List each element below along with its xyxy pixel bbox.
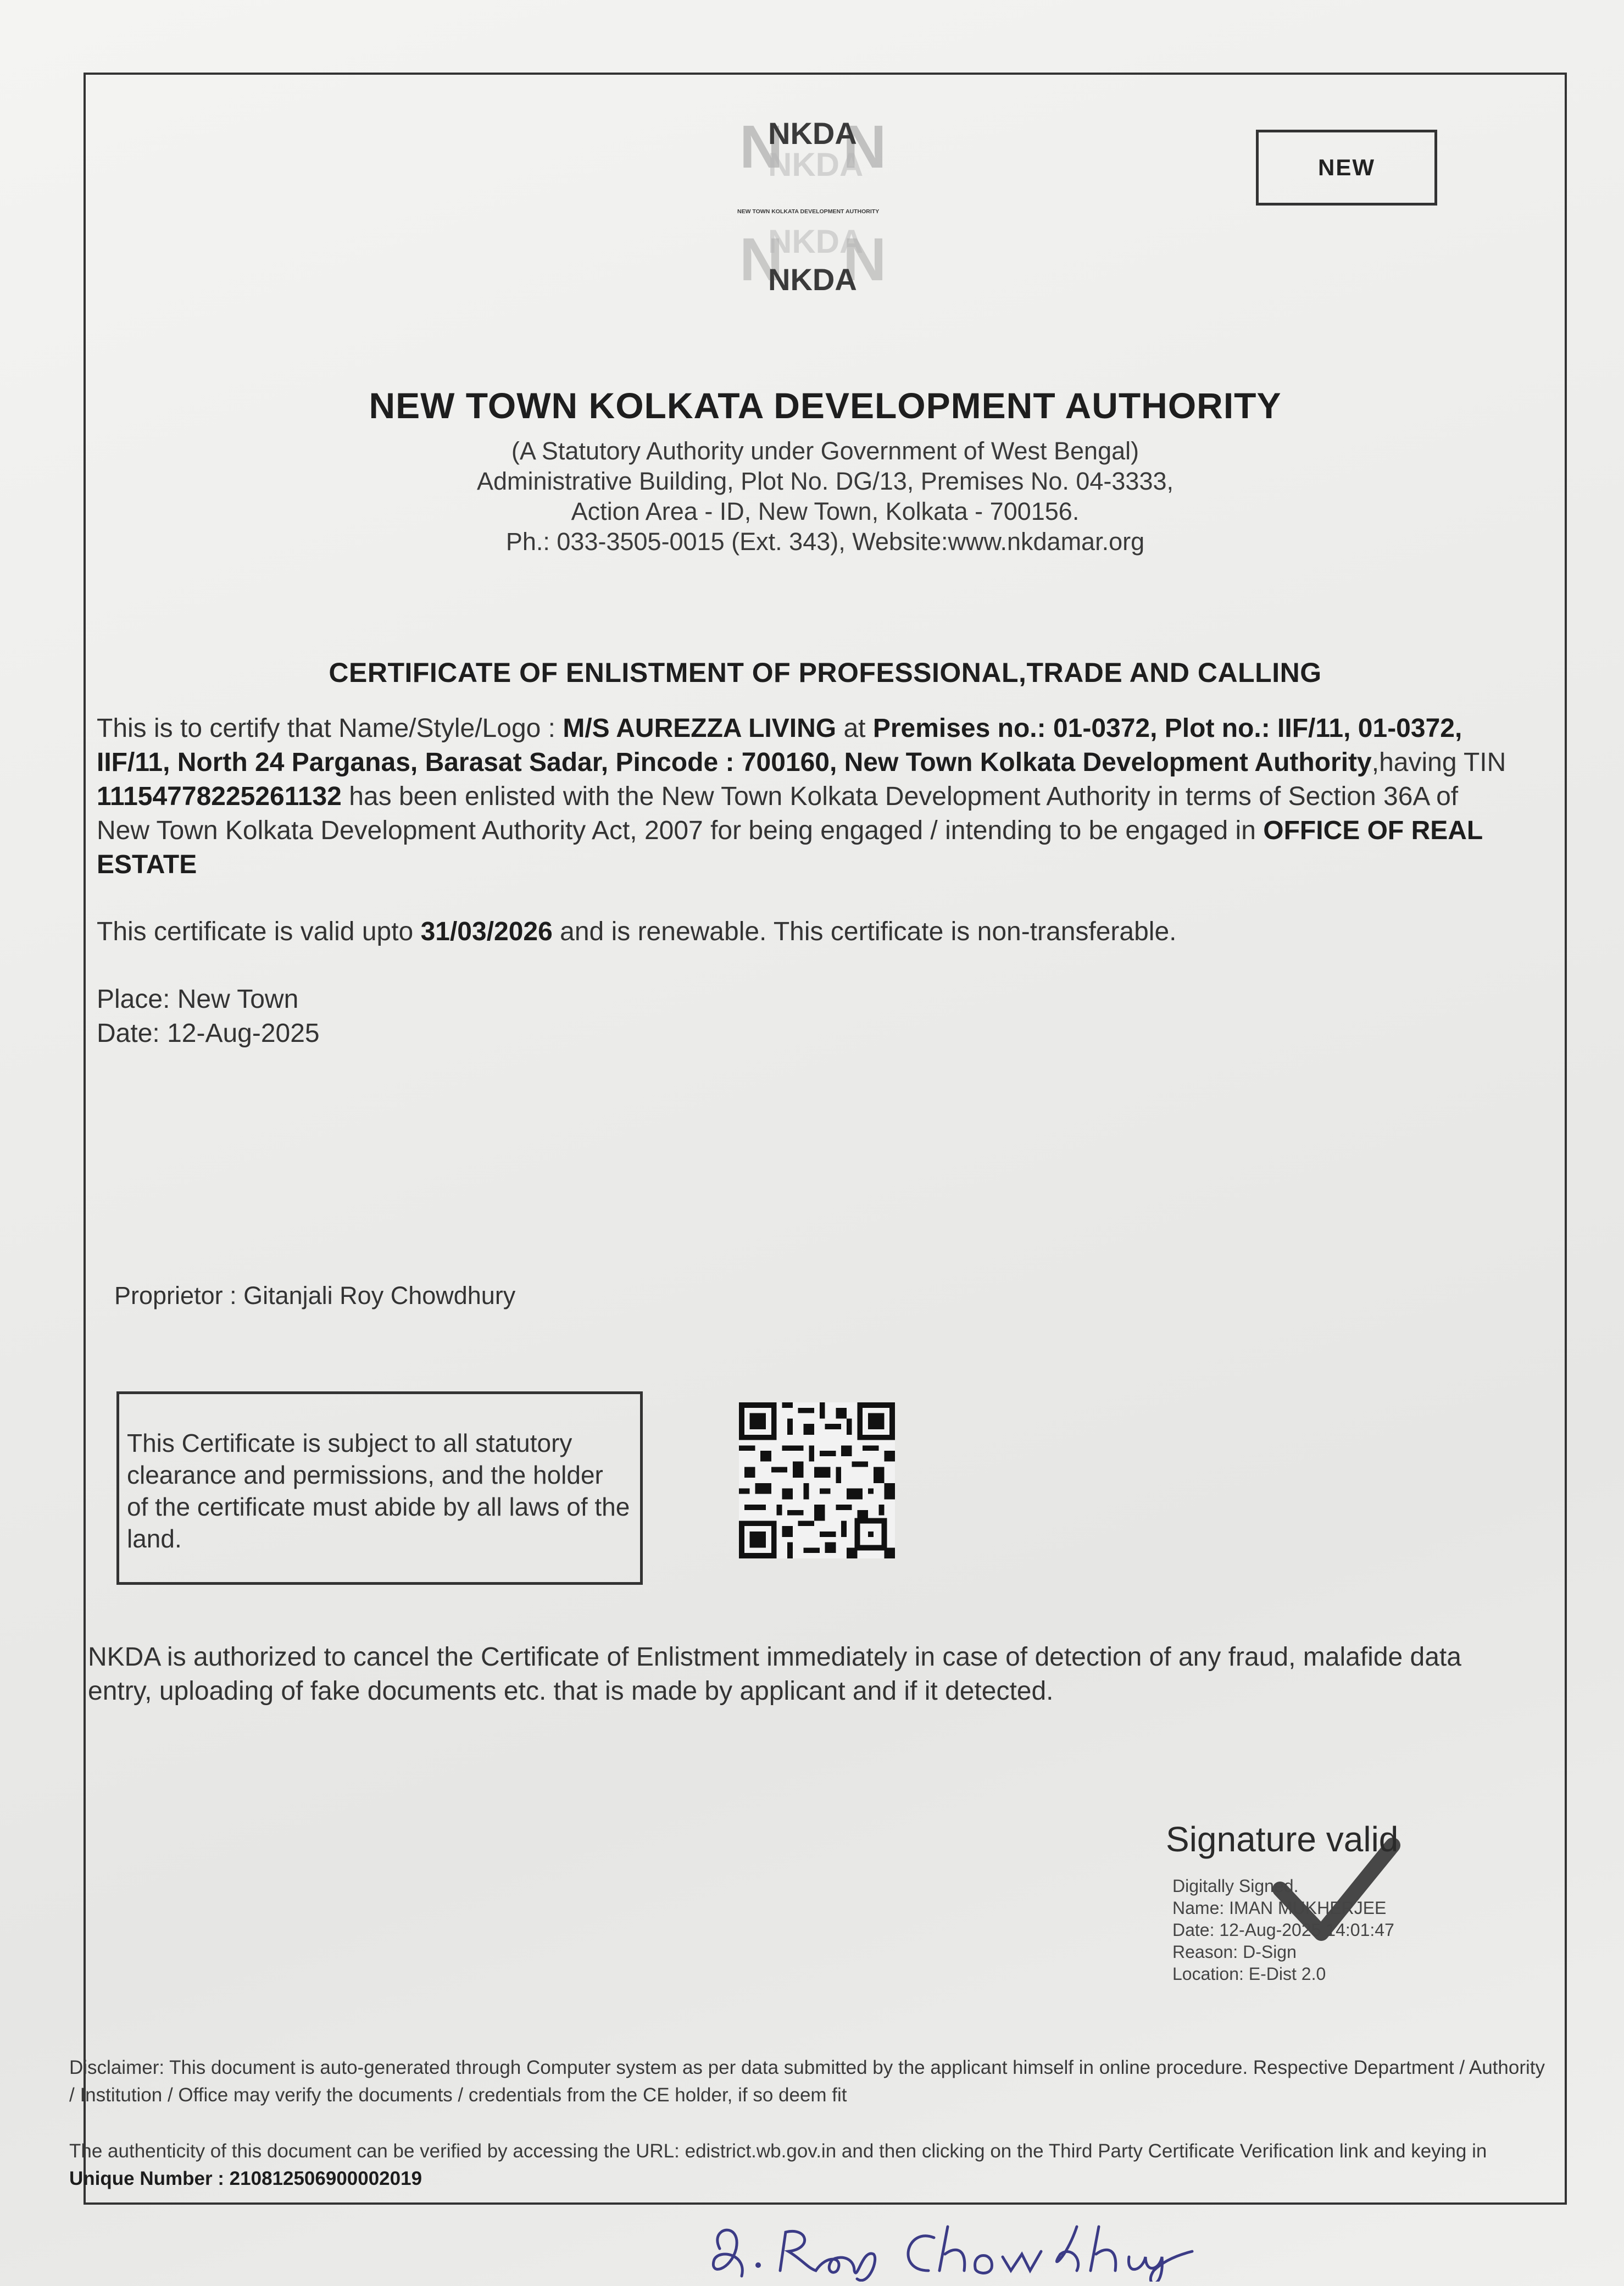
entity-name: M/S AUREZZA LIVING xyxy=(563,714,837,743)
svg-text:N: N xyxy=(843,226,887,293)
sig-line-location: Location: E-Dist 2.0 xyxy=(1172,1964,1326,1984)
authority-contact-line: Ph.: 033-3505-0015 (Ext. 343), Website:www.nkdamar.org xyxy=(505,528,1145,556)
unique-number: Unique Number : 210812506900002019 xyxy=(69,2168,422,2189)
logo-text-top: NKDA xyxy=(768,116,857,151)
disclaimer-text: Disclaimer: This document is auto-generated through Computer system as per data submitted by the applicant himself in online procedure. Respective Department / Authority / Institution / Office may verify the documents / credentials from the CE holder, if so deem fit xyxy=(69,2057,1545,2106)
sig-line-date: Date: 12-Aug-2025 14:01:47 xyxy=(1172,1920,1394,1940)
statutory-clause-box: This Certificate is subject to all statutory clearance and permissions, and the holder of the certificate must abide by all laws of the land. xyxy=(116,1391,643,1585)
nkda-logo xyxy=(735,115,887,297)
validity-pre: This certificate is valid upto xyxy=(97,917,421,946)
signature-status: Signature valid xyxy=(1166,1819,1399,1859)
svg-text:N: N xyxy=(739,226,783,293)
authority-statutory-line: (A Statutory Authority under Government of West Bengal) xyxy=(511,437,1139,465)
having-tin-text: ,having TIN xyxy=(1371,748,1506,777)
trade-name: OFFICE OF REAL ESTATE xyxy=(97,816,1483,879)
place-text: Place: New Town xyxy=(97,985,299,1014)
place-date-block xyxy=(97,983,1514,1051)
svg-text:NKDA: NKDA xyxy=(768,146,864,183)
validity-post: and is renewable. This certificate is non-transferable. xyxy=(552,917,1177,946)
logo-text-bottom: NKDA xyxy=(768,262,857,297)
proprietor-line: Proprietor : Gitanjali Roy Chowdhury xyxy=(114,1281,516,1310)
verification-qr-code[interactable] xyxy=(739,1402,895,1558)
intro-text: This is to certify that Name/Style/Logo : xyxy=(97,714,563,743)
date-text: Date: 12-Aug-2025 xyxy=(97,1019,320,1048)
verification-instructions: The authenticity of this document can be verified by accessing the URL: edistrict.wb.gov.in and then clicking on the Third Party Certificate Verification link and keying in xyxy=(69,2140,1487,2162)
certificate-title: CERTIFICATE OF ENLISTMENT OF PROFESSIONAL,TRADE AND CALLING xyxy=(329,657,1322,688)
valid-upto-date: 31/03/2026 xyxy=(420,917,553,946)
authority-name: NEW TOWN KOLKATA DEVELOPMENT AUTHORITY xyxy=(369,385,1282,426)
validity-paragraph xyxy=(97,915,1514,949)
sig-line-reason: Reason: D-Sign xyxy=(1172,1942,1297,1962)
svg-text:N: N xyxy=(843,115,887,181)
cancellation-notice: NKDA is authorized to cancel the Certificate of Enlistment immediately in case of detection of any fraud, malafide data entry, uploading of fake documents etc. that is made by applicant and if it detected. xyxy=(88,1643,1461,1706)
handwritten-signature xyxy=(698,2216,1203,2282)
svg-text:NKDA: NKDA xyxy=(768,223,864,260)
tin-number: 11154778225261132 xyxy=(97,782,342,811)
new-badge: NEW xyxy=(1256,130,1437,206)
certification-paragraph xyxy=(97,712,1514,882)
sig-line-name: Name: IMAN MUKHERJEE xyxy=(1172,1898,1387,1918)
verification-text xyxy=(69,2138,1547,2193)
svg-text:N: N xyxy=(739,115,783,181)
at-text: at xyxy=(836,714,873,743)
logo-subtitle: NEW TOWN KOLKATA DEVELOPMENT AUTHORITY xyxy=(737,208,880,215)
enlisted-text: has been enlisted with the New Town Kolkata Development Authority in terms of Section 36A of New Town Kolkata Development Authority Act, 2007 for being engaged / intending to be engaged in xyxy=(97,782,1459,845)
authority-address-line-2: Action Area - ID, New Town, Kolkata - 700156. xyxy=(571,497,1080,525)
premises-text: Premises no.: 01-0372, Plot no.: IIF/11, 01-0372, IIF/11, North 24 Parganas, Barasat Sadar, Pincode : 700160, New Town Kolkata Development Authority xyxy=(97,714,1462,777)
digital-signature-details xyxy=(1172,1875,1394,1985)
sig-line-digitally-signed: Digitally Signed. xyxy=(1172,1876,1299,1896)
authority-address-line-1: Administrative Building, Plot No. DG/13, Premises No. 04-3333, xyxy=(476,467,1174,495)
